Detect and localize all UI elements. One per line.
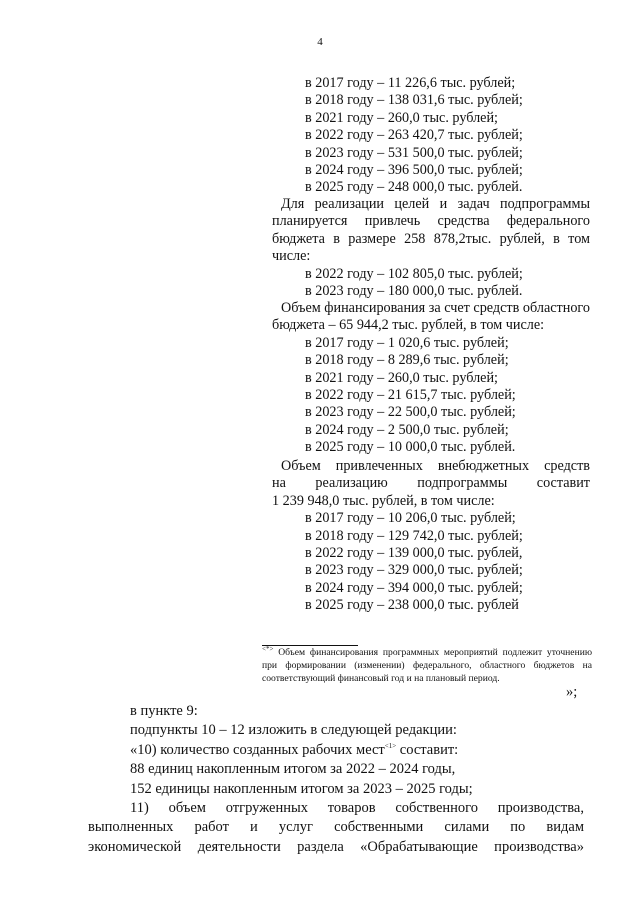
federal-paragraph: Для реализации целей и задач подпрограммы планируется привлечь средства федерального бюджета в размере 258 878,2тыс. рублей, в том числе: — [272, 196, 590, 265]
list-item: в 2023 году – 180 000,0 тыс. рублей. — [305, 283, 523, 300]
footnote-text: Объем финансирования программных мероприятий подлежит уточнению при формировании (изменении) федерального, областного бюджетов на соответствующий финансовый год и на плановый период. — [262, 647, 592, 684]
list-item: в 2022 году – 263 420,7 тыс. рублей; — [305, 127, 523, 144]
extrabudgetary-section — [272, 458, 590, 615]
paragraph-item11-line-2: выполненных работ и услуг собственными силами по видам — [88, 819, 584, 836]
paragraph-152-units: 152 единицы накопленным итогом за 2023 – 2025 годы; — [130, 780, 473, 797]
paragraph-item11-line-3: экономической деятельности раздела «Обрабатывающие производства» — [88, 838, 584, 855]
list-item: в 2017 году – 1 020,6 тыс. рублей; — [305, 334, 509, 351]
footnote-mark: <1> — [384, 741, 397, 750]
item10-text: «10) количество созданных рабочих мест — [130, 741, 385, 758]
list-item: в 2025 году – 238 000,0 тыс. рублей — [305, 597, 519, 614]
paragraph-item10 — [88, 741, 584, 760]
list-item: в 2017 году – 11 226,6 тыс. рублей; — [305, 75, 516, 91]
list-item: в 2024 году – 394 000,0 тыс. рублей; — [305, 579, 523, 596]
list-item: в 2023 году – 531 500,0 тыс. рублей; — [305, 144, 523, 161]
footnote — [262, 646, 592, 685]
extrabudgetary-line-2: на реализацию подпрограммы составит — [272, 475, 590, 492]
paragraph-p9: в пункте 9: — [130, 703, 198, 719]
list-item: в 2021 году – 260,0 тыс. рублей; — [305, 109, 498, 126]
list-item: в 2023 году – 329 000,0 тыс. рублей; — [305, 562, 523, 579]
list-item: в 2022 году – 139 000,0 тыс. рублей, — [305, 545, 523, 562]
footnote-mark: <*> — [262, 644, 274, 653]
list-item: в 2024 году – 2 500,0 тыс. рублей; — [305, 421, 509, 438]
closing-quote: »; — [566, 684, 578, 700]
list-item: в 2021 году – 260,0 тыс. рублей; — [305, 369, 498, 386]
list-item: в 2025 году – 10 000,0 тыс. рублей. — [305, 439, 516, 456]
list-item: в 2022 году – 102 805,0 тыс. рублей; — [305, 265, 523, 282]
extrabudgetary-line-3: 1 239 948,0 тыс. рублей, в том числе: — [272, 492, 495, 509]
list-item: в 2022 году – 21 615,7 тыс. рублей; — [305, 387, 516, 404]
page-number: 4 — [317, 36, 323, 48]
list-item: в 2024 году – 396 500,0 тыс. рублей; — [305, 162, 523, 179]
item10-end: составит: — [396, 741, 459, 758]
list-item: в 2018 году – 8 289,6 тыс. рублей; — [305, 352, 509, 369]
regional-paragraph: Объем финансирования за счет средств областного бюджета – 65 944,2 тыс. рублей, в том числе: — [272, 300, 590, 334]
extrabudgetary-line-1: Объем привлеченных внебюджетных средств — [281, 458, 590, 474]
amendment-text — [88, 702, 584, 857]
paragraph-88-units: 88 единиц накопленным итогом за 2022 – 2024 годы, — [130, 761, 456, 778]
list-item: в 2025 году – 248 000,0 тыс. рублей. — [305, 179, 523, 196]
list-item: в 2023 году – 22 500,0 тыс. рублей; — [305, 404, 516, 421]
total-funding-list — [272, 75, 590, 197]
list-item: в 2018 году – 138 031,6 тыс. рублей; — [305, 92, 523, 109]
regional-budget-section — [272, 300, 590, 457]
list-item: в 2017 году – 10 206,0 тыс. рублей; — [305, 510, 516, 527]
paragraph-subitems: подпункты 10 – 12 изложить в следующей редакции: — [130, 722, 457, 739]
list-item: в 2018 году – 129 742,0 тыс. рублей; — [305, 527, 523, 544]
paragraph-item11-line-1: 11) объем отгруженных товаров собственного производства, — [130, 800, 584, 817]
federal-budget-section — [272, 196, 590, 300]
